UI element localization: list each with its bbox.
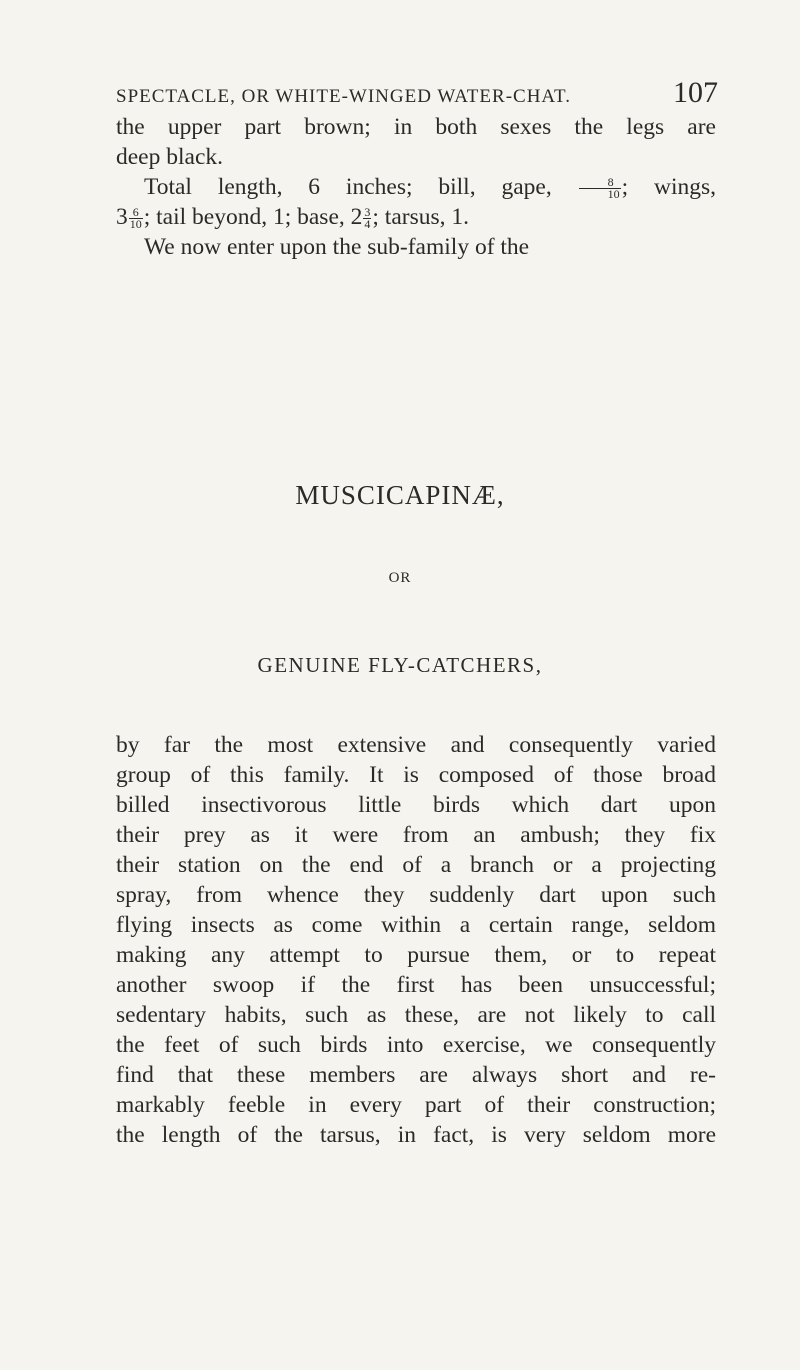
measurements-text: ; tail beyond, 1; base, 2 [143,204,363,230]
text-line: their prey as it were from an ambush; they fix [116,822,716,848]
section-heading-main: MUSCICAPINÆ, [295,480,505,510]
text-line: the length of the tarsus, in fact, is very seldom more [116,1122,716,1148]
measurements-text: Total length, 6 inches; bill, gape, [144,174,552,200]
fraction-numerator: 3 [364,205,371,220]
text-line: their station on the end of a branch or a projecting [116,852,716,878]
main-text-block [116,730,716,1150]
section-heading-or: OR [388,570,412,586]
text-line: billed insectivorous little birds which dart upon [116,792,716,818]
fraction-numerator: 8 [579,177,621,189]
page-number: 107 [673,76,718,109]
fraction-base [363,207,371,230]
fraction-gape [579,177,621,200]
text-line: group of this family. It is composed of those broad [116,762,716,788]
text-line: markably feeble in every part of their construction; [116,1092,716,1118]
measurements-line-2 [116,202,716,232]
paragraph-body [116,730,716,1150]
paragraph-continuation [116,112,716,172]
fraction-wings [129,207,143,230]
fraction-denominator: 4 [364,217,371,232]
top-text-block [116,112,716,262]
paragraph-intro [116,232,716,262]
text-line: the feet of such birds into exercise, we consequently [116,1032,716,1058]
text-line: flying insects as come within a certain range, seldom [116,912,716,938]
measurements-text: ; tarsus, 1. [372,204,469,230]
measurements-line-1 [116,172,716,202]
text-line: We now enter upon the sub-family of the [144,234,530,260]
running-header [116,76,718,109]
text-line: the upper part brown; in both sexes the legs are [116,114,716,140]
fraction-denominator: 10 [129,217,142,232]
text-line: find that these members are always short and re- [116,1062,716,1088]
wings-whole: 3 [116,204,128,230]
text-line: by far the most extensive and consequently varied [116,732,716,758]
fraction-denominator: 10 [607,187,620,202]
text-line: another swoop if the first has been unsuccessful; [116,972,716,998]
running-header-title: SPECTACLE, OR WHITE-WINGED WATER-CHAT. [116,86,571,107]
measurements-text: ; wings, [621,174,717,200]
section-heading-sub: GENUINE FLY-CATCHERS, [257,653,543,677]
text-line: sedentary habits, such as these, are not likely to call [116,1002,716,1028]
fraction-numerator: 6 [129,207,143,219]
text-line: deep black. [116,144,224,170]
text-line: spray, from whence they suddenly dart upon such [116,882,716,908]
text-line: making any attempt to pursue them, or to repeat [116,942,716,968]
measurements-paragraph [116,172,716,232]
